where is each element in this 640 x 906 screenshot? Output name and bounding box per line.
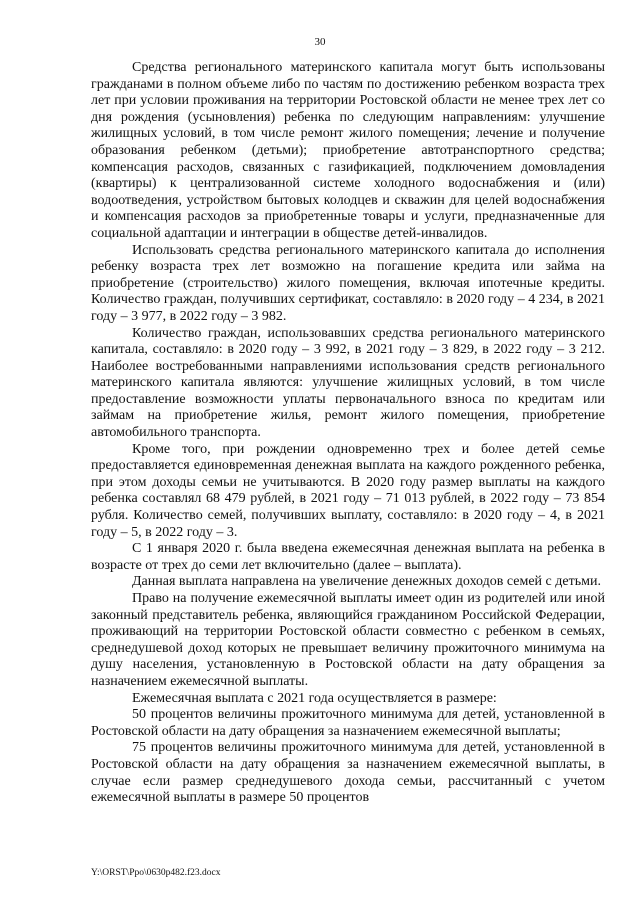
paragraph-payment-eligibility: Право на получение ежемесячной выплаты имеет один из родителей или иной законный представитель ребенка, являющийся гражданином Российской Федерации, проживающий на территории Ростовской области совместно с ребенком в семьях, среднедушевой доход которых не превышает величину прожиточного минимума на душу населения, установленную в Ростовской области на дату обращения за назначением ежемесячной выплаты.: [91, 591, 605, 689]
footer-file-path: Y:\ORST\Ppo\0630p482.f23.docx: [91, 868, 221, 878]
page-number: 30: [314, 36, 326, 48]
paragraph-triplets-payment: Кроме того, при рождении одновременно трех и более детей семье предоставляется единовременная денежная выплата на каждого рожденного ребенка, при этом доходы семьи не учитываются. В 2020 году размер выплаты на каждого ребенка составлял 68 479 рублей, в 2021 году – 71 013 рублей, в 2022 году – 73 854 рубля. Количество семей, получивших выплату, составляло: в 2020 году – 4, в 2021 году – 5, в 2022 году – 3.: [91, 441, 605, 540]
paragraph-payment-50-percent: 50 процентов величины прожиточного минимума для детей, установленной в Ростовской области на дату обращения за назначением ежемесячной выплаты;: [91, 707, 605, 739]
paragraph-monthly-payment-intro: С 1 января 2020 г. была введена ежемесячная денежная выплата на ребенка в возрасте от трех до семи лет включительно (далее – выплата).: [91, 541, 605, 573]
paragraph-payment-purpose: Данная выплата направлена на увеличение денежных доходов семей с детьми.: [132, 574, 601, 590]
paragraph-capital-usage-stats: Количество граждан, использовавших средства регионального материнского капитала, составляло: в 2020 году – 3 992, в 2021 году – 3 829, в 2022 году – 3 212. Наиболее востребованными направлениями использования средств регионального материнского капитала являются: улучшение жилищных условий, в том числе предоставление возможности уплаты первоначального взноса по кредитам или займам на приобретение жилья, ремонт жилого помещения, приобретение автомобильного транспорта.: [91, 325, 605, 441]
paragraph-maternity-capital-use: Средства регионального материнского капитала могут быть использованы гражданами в полном объеме либо по частям по достижению ребенком возраста трех лет при условии проживания на территории Ростовской области не менее трех лет со дня рождения (усыновления) ребенка по следующим направлениям: улучшение жилищных условий, в том числе ремонт жилого помещения; лечение и получение образования ребенком (детьми); приобретение автотранспортного средства; компенсация расходов, связанных с газификацией, подключением домовладения (квартиры) к централизованной системе холодного водоснабжения и (или) водоотведения, устройством бытовых колодцев и скважин для целей водоснабжения и компенсация расходов за приобретенные товары и услуги, предназначенные для социальной адаптации и интеграции в обществе детей-инвалидов.: [91, 60, 605, 241]
document-body: [91, 60, 605, 807]
paragraph-mortgage-use: Использовать средства регионального материнского капитала до исполнения ребенку возраста трех лет возможно на погашение кредита или займа на приобретение (строительство) жилого помещения, включая ипотечные кредиты. Количество граждан, получивших сертификат, составляло: в 2020 году – 4 234, в 2021 году – 3 977, в 2022 году – 3 982.: [91, 242, 605, 324]
paragraph-payment-amount-intro: Ежемесячная выплата с 2021 года осуществляется в размере:: [132, 690, 497, 706]
paragraph-payment-75-percent: 75 процентов величины прожиточного минимума для детей, установленной в Ростовской области на дату обращения за назначением ежемесячной выплаты, в случае если размер среднедушевого дохода семьи, рассчитанный с учетом ежемесячной выплаты в размере 50 процентов: [91, 740, 605, 806]
